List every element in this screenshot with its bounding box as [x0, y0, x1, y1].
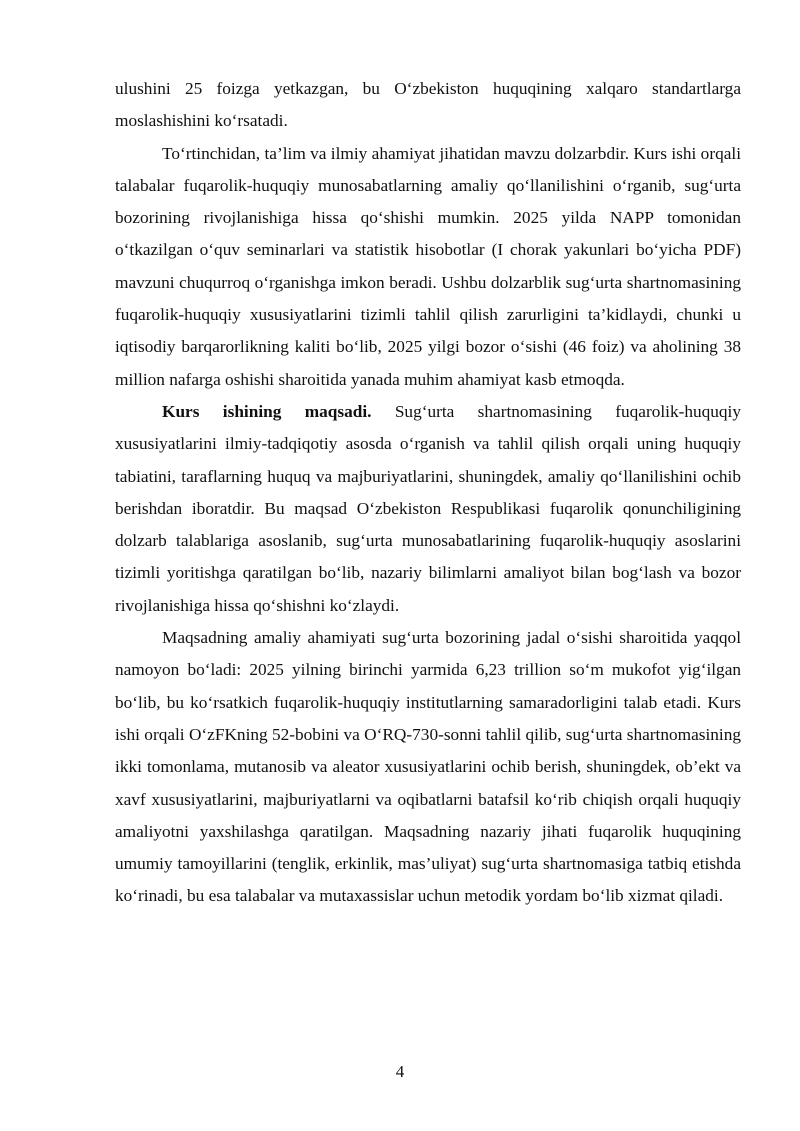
- section-heading-goal: Kurs ishining maqsadi.: [162, 401, 372, 421]
- paragraph-continuation: ulushini 25 foizga yetkazgan, bu O‘zbekiston huquqining xalqaro standartlarga moslashishini ko‘rsatadi.: [115, 79, 741, 131]
- page-number: 4: [395, 1062, 405, 1081]
- document-page: [115, 73, 741, 913]
- paragraph-goal-significance: Maqsadning amaliy ahamiyati sug‘urta bozorining jadal o‘sishi sharoitida yaqqol namoyon bo‘ladi: 2025 yilning birinchi yarmida 6,23 trillion so‘m mukofot yig‘ilgan bo‘lib, bu ko‘rsatkich fuqarolik-huquqiy institutlarning samaradorligini talab etadi. Kurs ishi orqali O‘zFKning 52-bobini va O‘RQ-730-sonni tahlil qilib, sug‘urta shartnomasining ikki tomonlama, mutanosib va aleator xususiyatlarini ochib berish, shuningdek, ob’ekt va xavf xususiyatlarini, majburiyatlarni va oqibatlarni batafsil ko‘rib chiqish orqali huquqiy amaliyotni yaxshilashga qaratilgan. Maqsadning nazariy jihati fuqarolik huquqining umumiy tamoyillarini (tenglik, erkinlik, mas’uliyat) sug‘urta shartnomasiga tatbiq etishda ko‘rinadi, bu esa talabalar va mutaxassislar uchun metodik yordam bo‘lib xizmat qiladi.: [115, 628, 741, 906]
- paragraph-relevance-fourth: To‘rtinchidan, ta’lim va ilmiy ahamiyat jihatidan mavzu dolzarbdir. Kurs ishi orqali talabalar fuqarolik-huquqiy munosabatlarning amaliy qo‘llanilishini o‘rganib, sug‘urta bozorining rivojlanishiga hissa qo‘shishi mumkin. 2025 yilda NAPP tomonidan o‘tkazilgan o‘quv seminarlari va statistik hisobotlar (I chorak yakunlari bo‘yicha PDF) mavzuni chuqurroq o‘rganishga imkon beradi. Ushbu dolzarblik sug‘urta shartnomasining fuqarolik-huquqiy xususiyatlarini tizimli tahlil qilish zarurligini ta’kidlaydi, chunki u iqtisodiy barqarorlikning kaliti bo‘lib, 2025 yilgi bozor o‘sishi (46 foiz) va aholining 38 million nafarga oshishi sharoitida yanada muhim ahamiyat kasb etmoqda.: [115, 143, 741, 389]
- paragraph-course-goal-text: Sug‘urta shartnomasining fuqarolik-huquqiy xususiyatlarini ilmiy-tadqiqotiy asosda o‘rganish va tahlil qilish orqali uning huquqiy tabiatini, taraflarning huquq va majburiyatlarini, shuningdek, amaliy qo‘llanilishini ochib berishdan iboratdir. Bu maqsad O‘zbekiston Respublikasi fuqarolik qonunchiligining dolzarb talablariga asoslanib, sug‘urta munosabatlarining fuqarolik-huquqiy asoslarini tizimli yoritishga qaratilgan bo‘lib, nazariy bilimlarni amaliyot bilan bog‘lash va bozor rivojlanishiga hissa qo‘shishni ko‘zlaydi.: [115, 401, 741, 615]
- paragraph-course-goal: [115, 396, 741, 622]
